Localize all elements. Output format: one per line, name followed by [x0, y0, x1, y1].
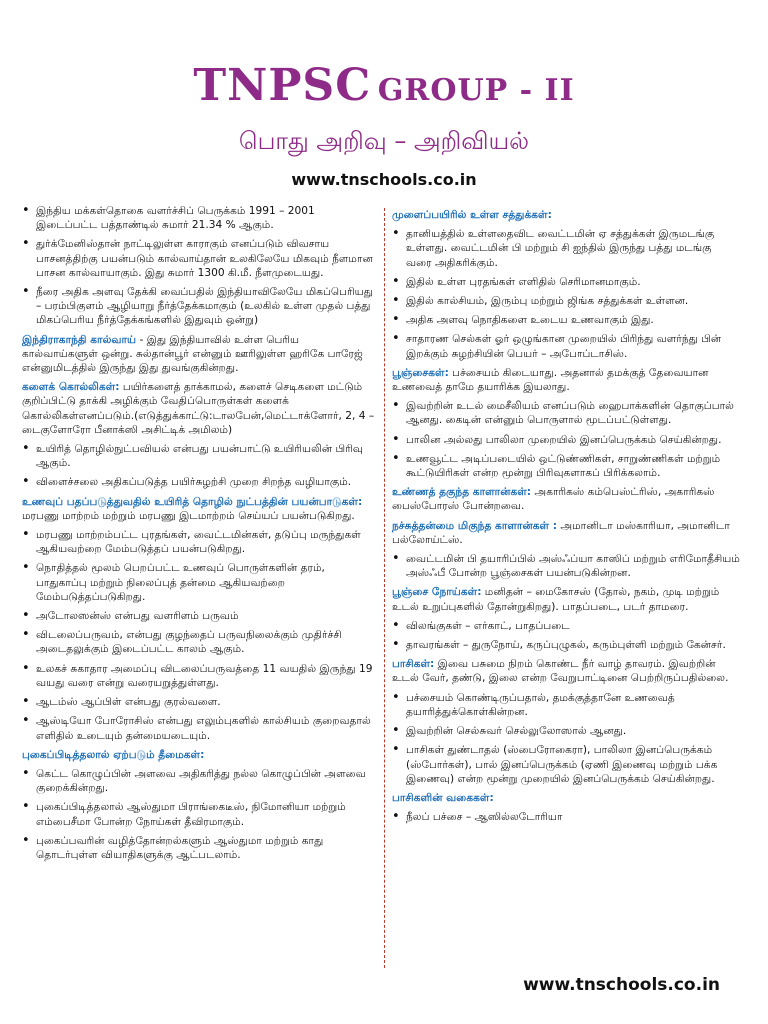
- paragraph-label: பாசிகள்:: [392, 658, 435, 671]
- header-url: www.tnschools.co.in: [291, 170, 477, 189]
- paragraph-label: களைக் கொல்லிகள்:: [22, 381, 120, 394]
- bullet-text: இவற்றின் உடல் மைசீலியம் எனப்படும் ஹைபாக்களின் தொகுப்பால் ஆனது. கைடின் என்னும் பொருளால் மூடப்பட்டுள்ளது.: [406, 400, 734, 427]
- bullet-icon: •: [392, 331, 400, 347]
- paragraph-algae: [392, 657, 740, 685]
- column-divider: [384, 208, 385, 968]
- bullet-item: [22, 528, 377, 556]
- bullet-icon: •: [392, 809, 400, 825]
- title-main: TNPSC: [193, 60, 372, 111]
- paragraph-text: அமானிடா மஸ்காரியா, அமானிடா பல்லோய்ட்ஸ்.: [392, 519, 730, 546]
- bullet-icon: •: [392, 312, 400, 328]
- bullet-item: [22, 609, 377, 623]
- bullet-icon: •: [22, 765, 30, 781]
- bullet-item: [392, 619, 740, 633]
- bullet-icon: •: [392, 226, 400, 242]
- bullet-icon: •: [22, 713, 30, 729]
- bullet-text: சாதாரண செல்கள் ஓர் ஒழுங்கான முறையில் பிரிந்து வளர்ந்து பின் இறக்கும் சுழற்சியின் பெயர் – அபோப்டாசிஸ்.: [406, 333, 722, 360]
- bullet-icon: •: [22, 441, 30, 457]
- paragraph-text: பச்சையம் கிடையாது. அதனால் தமக்குத் தேவையான உணவைத் தாமே தயாரிக்க இயலாது.: [392, 366, 709, 394]
- bullet-text: பச்சையம் கொண்டிருப்பதால், தமக்குத்தானே உணவைத் தயாரித்துக்கொள்கின்றன.: [406, 691, 675, 718]
- paragraph-text: பயிர்களைத் தாக்காமல், களைச் செடிகளை மட்டும் குறிப்பிட்டு தாக்கி அழிக்கும் வேதிப்பொருள்கள் களைக் கொல்லிகள்எனப்படும்.(எடுத்துக்காட்டு:டாலபேன்,மெட்டாக்ளோர், 2, 4 – டைகுளோரோ பீனாக்ஸி அசிட்டிக் அமிலம்): [22, 381, 375, 436]
- bullet-text: கெட்ட கொழுப்பின் அளவை அதிகரித்து நல்ல கொழுப்பின் அளவை குறைக்கின்றது.: [36, 767, 366, 795]
- left-column: [22, 204, 377, 867]
- left-list-2: [22, 442, 377, 490]
- bullet-item: [22, 561, 377, 604]
- bullet-item: [392, 724, 740, 738]
- paragraph-text: அகாரிகஸ் கம்பெஸ்ட்ரிஸ், அகாரிகஸ் பைஸ்போரஸ் போன்றவை.: [392, 486, 715, 513]
- right-list-1: [392, 227, 740, 361]
- right-list-2: [392, 399, 740, 480]
- paragraph-text: - இது இந்தியாவில் உள்ள பெரிய கால்வாய்களுள் ஒன்று. சுல்தான்பூர் என்னும் ஊரிலுள்ள ஹரிகே பாரேஜ் என்னுமிடத்தில் இருந்து இது துவங்குகின்றது.: [22, 333, 363, 375]
- bullet-icon: •: [22, 627, 30, 643]
- bullet-icon: •: [392, 723, 400, 739]
- bullet-item: [392, 433, 740, 447]
- bullet-text: துர்க்மேனிஸ்தான் நாட்டிலுள்ள காராகும் எனப்படும் விவசாய பாசனத்திற்கு பயன்படும் கால்வாய்தான் உலகிலேயே மிகவும் நீளமான பாசன கால்வாயாகும். இது சுமார் 1300 கி.மீ. நீளமுடையது.: [36, 238, 373, 279]
- bullet-item: [22, 442, 377, 470]
- bullet-item: [22, 695, 377, 709]
- bullet-icon: •: [392, 689, 400, 705]
- bullet-item: [392, 313, 740, 327]
- bullet-icon: •: [392, 637, 400, 653]
- paragraph-fungal-diseases: [392, 585, 740, 613]
- bullet-item: [392, 810, 740, 824]
- page-subtitle: பொது அறிவு – அறிவியல்: [238, 127, 530, 155]
- bullet-item: [392, 275, 740, 289]
- bullet-text: தாவரங்கள் – துருநோய், கருப்புழுகல், கரும்புள்ளி மற்றும் கேன்சர்.: [406, 639, 726, 652]
- bullet-icon: •: [22, 660, 30, 676]
- paragraph-label: நச்சுத்தன்மை மிகுந்த காளான்கள் :: [392, 519, 557, 532]
- bullet-text: வைட்டமின் பி தயாரிப்பில் அஸ்ஃப்யா காஸிப் மற்றும் எரிமோதீசியம் அஸ்ஃபீ போன்ற பூஞ்சைகள் பயன்படுகின்றன.: [406, 553, 740, 580]
- bullet-text: உயிரித் தொழில்நுட்பவியல் என்பது பயன்பாட்டு உயிரியலின் பிரிவு ஆகும்.: [36, 443, 363, 470]
- bullet-item: [22, 834, 377, 862]
- bullet-text: புகைப்பவரின் வழித்தோன்றல்களும் ஆஸ்துமா மற்றும் காது தொடர்புள்ள வியாதிகளுக்கு ஆட்படலாம்.: [36, 834, 324, 861]
- bullet-icon: •: [22, 694, 30, 710]
- bullet-text: இதில் உள்ள புரதங்கள் எளிதில் செரிமானமாகும்.: [406, 275, 641, 288]
- paragraph-label: உணவுப் பதப்படுத்துவதில் உயிரித் தொழில் நுட்பத்தின் பயன்பாடுகள்:: [22, 495, 363, 508]
- paragraph-poisonous-mushrooms: [392, 519, 740, 547]
- paragraph-text: மரபணு மாற்றம் மற்றும் மரபணு இடமாற்றம் செய்யப் பயன்படுகிறது.: [22, 509, 355, 522]
- bullet-text: அடோலஸன்ஸ் என்பது வளரிளம் பருவம்: [36, 610, 239, 623]
- bullet-text: பாசிகள் துண்டாதல் (ஸ்பைரோகைரா), பாலிலா இனப்பெருக்கம் (ஸ்போர்கள்), பால் இனப்பெருக்கம் (ஏணி இணைவு மற்றும் பக்க இணைவு) என்ற மூன்று முறையில் இனப்பெருக்கம் செய்கின்றது.: [406, 744, 718, 785]
- bullet-text: இந்திய மக்கள்தொகை வளர்ச்சிப் பெருக்கம் 1991 – 2001 இடைப்பட்ட பத்தாண்டில் சுமார் 21.34 % ஆகும்.: [36, 205, 315, 232]
- right-list-4: [392, 552, 740, 580]
- footer-url: www.tnschools.co.in: [523, 975, 720, 995]
- bullet-item: [392, 399, 740, 427]
- bullet-icon: •: [392, 450, 400, 466]
- bullet-text: நொதித்தல் மூலம் பெறப்பட்ட உணவுப் பொருள்களின் தரம், பாதுகாப்பு மற்றும் நிலைப்புத் தன்மை ஆகியவற்றை மேம்படுத்தப்படுகிறது.: [36, 562, 325, 603]
- right-column: [392, 204, 740, 829]
- paragraph-label: பூஞ்சைகள்:: [392, 366, 449, 379]
- bullet-item: [22, 475, 377, 489]
- bullet-item: [22, 285, 377, 328]
- bullet-text: விளைச்சலை அதிகப்படுத்த பயிர்சுழற்சி முறை சிறந்த வழியாகும்.: [36, 476, 352, 489]
- bullet-icon: •: [22, 608, 30, 624]
- bullet-item: [392, 638, 740, 652]
- paragraph-herbicides: [22, 380, 377, 437]
- bullet-icon: •: [392, 431, 400, 447]
- bullet-icon: •: [22, 236, 30, 252]
- bullet-icon: •: [22, 799, 30, 815]
- bullet-item: [392, 332, 740, 360]
- right-list-5: [392, 619, 740, 652]
- bullet-icon: •: [22, 284, 30, 300]
- bullet-text: பாலின அல்லது பாலிலா முறையில் இனப்பெருக்கம் செய்கின்றது.: [406, 433, 722, 446]
- bullet-item: [22, 662, 377, 690]
- bullet-text: ஆடம்ஸ் ஆப்பிள் என்பது குரல்வளை.: [36, 696, 221, 709]
- bullet-item: [392, 691, 740, 719]
- bullet-text: உணவூட்ட அடிப்படையில் ஒட்டுண்ணிகள், சாறுண்ணிகள் மற்றும் கூட்டுயிரிகள் என்ற மூன்று பிரிவுகளாகப் பிரிக்கலாம்.: [406, 452, 721, 480]
- bullet-item: [22, 237, 377, 280]
- paragraph-text: மனிதன் – மைகோசஸ் (தோல், நகம், முடி மற்றும் உடல் உறுப்புகளில் தோன்றுகிறது). பாதப்படை, படர் தாமரை.: [392, 586, 720, 613]
- bullet-text: ஆஸ்டியோ போரோசிஸ் என்பது எலும்புகளில் கால்சியம் குறைவதால் எளிதில் உடையும் தன்மையடையும்.: [36, 715, 371, 742]
- title-group: GROUP - II: [377, 73, 575, 108]
- bullet-item: [22, 800, 377, 828]
- bullet-text: தானியத்தில் உள்ளதைவிட வைட்டமின் ஏ சத்துக்கள் இருமடங்கு உள்ளது. வைட்டமின் பி மற்றும் சி ஐந்தில் இருந்து பத்து மடங்கு வரை அதிகரிக்கும்.: [406, 228, 715, 269]
- paragraph-label: இந்திராகாந்தி கால்வாய்: [22, 333, 137, 346]
- section-heading-algae-types: பாசிகளின் வகைகள்:: [392, 791, 494, 804]
- bullet-item: [22, 767, 377, 795]
- bullet-item: [392, 452, 740, 480]
- page-header: [0, 0, 768, 200]
- bullet-item: [392, 743, 740, 786]
- left-list-3: [22, 528, 377, 743]
- bullet-icon: •: [392, 551, 400, 567]
- bullet-icon: •: [22, 560, 30, 576]
- bullet-item: [22, 714, 377, 742]
- bullet-item: [392, 227, 740, 270]
- bullet-item: [392, 294, 740, 308]
- paragraph-fungi: [392, 366, 740, 394]
- bullet-text: நீரை அதிக அளவு தேக்கி வைப்பதில் இந்தியாவிலேயே மிகப்பெரியது – பரம்பிகுளம் ஆழியாறு நீர்த்தேக்கமாகும் (உலகில் உள்ள முதல் பத்து மிகப்பெரிய நீர்த்தேக்கங்களில் இதுவும் ஒன்று): [36, 286, 373, 327]
- right-list-7: [392, 810, 740, 824]
- paragraph-text: இவை பசுமை நிறம் கொண்ட நீர் வாழ் தாவரம். இவற்றின் உடல் வேர், தண்டு, இலை என்ற வேறுபாட்டினை பெற்றிருப்பதில்லை.: [392, 658, 729, 685]
- left-list-1: [22, 204, 377, 328]
- bullet-icon: •: [392, 398, 400, 414]
- bullet-text: இதில் கால்சியம், இரும்பு மற்றும் ஜிங்க சத்துக்கள் உள்ளன.: [406, 295, 689, 308]
- page-title: [0, 60, 768, 111]
- paragraph-label: உண்ணத் தகுந்த காளான்கள்:: [392, 486, 532, 499]
- bullet-text: விலங்குகள் – எர்காட், பாதப்படை: [406, 619, 570, 632]
- bullet-icon: •: [22, 203, 30, 218]
- bullet-icon: •: [392, 273, 400, 289]
- bullet-item: [22, 628, 377, 656]
- paragraph-indira-gandhi-canal: [22, 333, 377, 376]
- bullet-item: [392, 552, 740, 580]
- left-list-4: [22, 767, 377, 862]
- bullet-icon: •: [22, 832, 30, 848]
- bullet-icon: •: [392, 742, 400, 758]
- bullet-text: அதிக அளவு நொதிகளை உடைய உணவாகும் இது.: [406, 314, 654, 327]
- section-heading-smoking: புகைப்பிடித்தலால் ஏற்படும் தீமைகள்:: [22, 748, 205, 761]
- paragraph-label: பூஞ்சை நோய்கள்:: [392, 586, 482, 599]
- bullet-icon: •: [22, 527, 30, 543]
- bullet-text: இவற்றின் செல்சுவர் செல்லுலோஸால் ஆனது.: [406, 725, 627, 738]
- bullet-text: நீலப் பச்சை – ஆஸில்லடோரியா: [406, 811, 563, 824]
- section-heading-sprouts: முளைப்பயிரில் உள்ள சத்துக்கள்:: [392, 209, 552, 221]
- bullet-item: [22, 204, 377, 232]
- paragraph-edible-mushrooms: [392, 485, 740, 513]
- bullet-icon: •: [22, 474, 30, 490]
- bullet-icon: •: [392, 293, 400, 309]
- bullet-text: விடலைப்பருவம், என்பது குழந்தைப் பருவநிலைக்கும் முதிர்ச்சி அடைதலுக்கும் இடைப்பட்ட காலம் ஆகும்.: [36, 629, 342, 656]
- right-list-6: [392, 691, 740, 786]
- bullet-text: மரபணு மாற்றம்பட்ட புரதங்கள், வைட்டமின்கள், தடுப்பு மருந்துகள் ஆகியவற்றை மேம்படுத்தப் பயன்படுகிறது.: [36, 529, 361, 556]
- paragraph-food-biotech: [22, 495, 377, 523]
- bullet-text: புகைப்பிடித்தலால் ஆஸ்துமா பிராங்கைடீஸ், நிமோனியா மற்றும் எம்பைசீமா போன்ற நோய்கள் தீவிரமாகும்.: [36, 801, 346, 828]
- bullet-icon: •: [392, 617, 400, 633]
- bullet-text: உலகச் சுகாதார அமைப்பு விடலைப்பருவத்தை 11 வயதில் இருந்து 19 வயது வரை என்று வரையறுத்துள்ளது.: [36, 662, 373, 689]
